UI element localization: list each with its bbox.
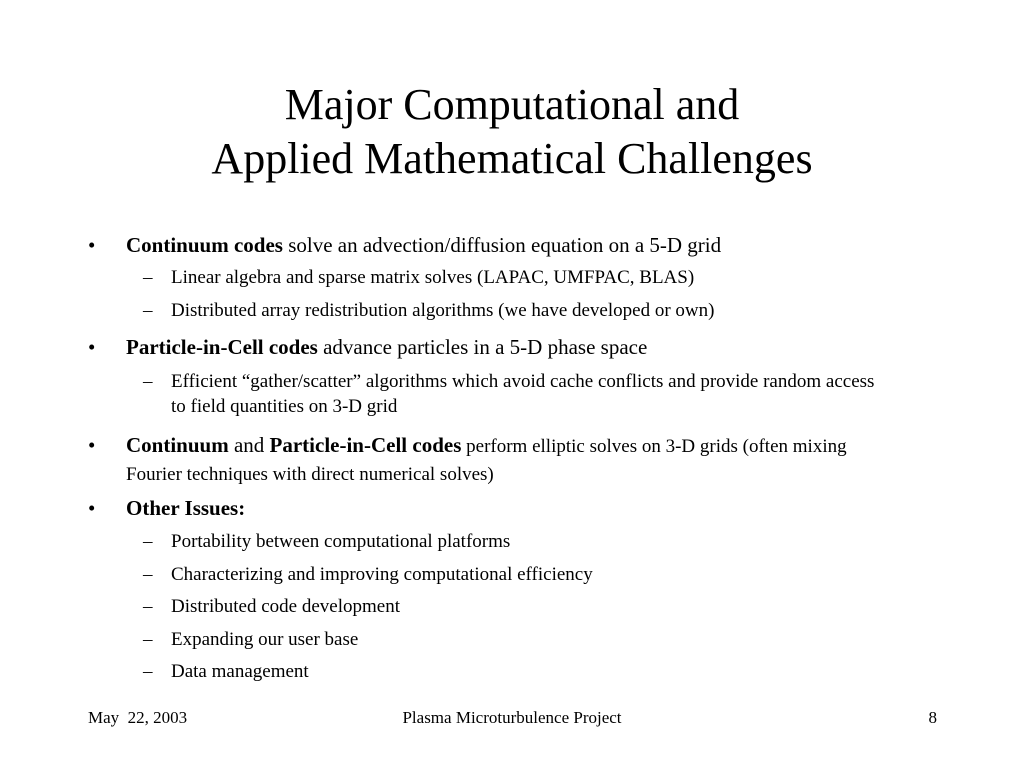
sub-bullet [143, 562, 911, 587]
sub-bullet [143, 627, 911, 652]
bullet-other-issues [88, 495, 926, 521]
bullet-text: solve an advection/diffusion equation on a 5-D grid [282, 233, 722, 257]
title-line-2: Applied Mathematical Challenges [211, 134, 813, 183]
bullet-bold-text: Particle-in-Cell codes [126, 335, 318, 359]
sub-bullet [143, 298, 911, 323]
sub-bullet-text: Distributed code development [171, 596, 400, 617]
bullet-text: perform elliptic solves on 3-D grids (often mixing Fourier techniques with direct numerical solves) [126, 436, 847, 485]
sub-marker: – [143, 371, 153, 392]
bullet-pic-codes [88, 334, 926, 360]
sub-marker: – [143, 661, 153, 682]
bullet-marker: • [88, 496, 96, 520]
bullet-marker: • [88, 335, 96, 359]
sub-bullet-text: Portability between computational platforms [171, 531, 511, 552]
sub-bullet-text: Distributed array redistribution algorithms (we have developed or own) [171, 300, 715, 321]
sub-bullet-text: Expanding our user base [171, 629, 359, 650]
sub-bullet [143, 369, 891, 419]
sub-marker: – [143, 300, 153, 321]
bullet-elliptic-solves [88, 432, 886, 488]
footer-project: Plasma Microturbulence Project [402, 708, 622, 727]
sub-bullet [143, 594, 911, 619]
bullet-text-mid: and [228, 433, 270, 457]
title-line-1: Major Computational and [284, 80, 740, 129]
bullet-bold-text: Continuum codes [126, 233, 283, 257]
sub-marker: – [143, 267, 153, 288]
bullet-marker: • [88, 433, 96, 457]
sub-marker: – [143, 564, 153, 585]
bullet-bold-text-2: Particle-in-Cell codes [269, 433, 462, 457]
sub-bullet-text: Characterizing and improving computational efficiency [171, 564, 593, 585]
slide-title [0, 78, 1024, 186]
footer-page-number: 8 [928, 708, 937, 727]
sub-marker: – [143, 531, 153, 552]
bullet-text: advance particles in a 5-D phase space [317, 335, 648, 359]
bullet-continuum-codes [88, 232, 926, 258]
footer-date: May 22, 2003 [88, 708, 188, 727]
sub-bullet-text: Linear algebra and sparse matrix solves (LAPAC, UMFPAC, BLAS) [171, 267, 695, 288]
sub-bullet [143, 265, 911, 290]
sub-marker: – [143, 596, 153, 617]
bullet-bold-text-1: Continuum [126, 433, 229, 457]
sub-marker: – [143, 629, 153, 650]
sub-bullet [143, 659, 911, 684]
sub-bullet-text: Efficient “gather/scatter” algorithms which avoid cache conflicts and provide random access to field quantities on 3-D grid [171, 371, 875, 417]
bullet-bold-text: Other Issues: [126, 496, 246, 520]
bullet-marker: • [88, 233, 96, 257]
sub-bullet-text: Data management [171, 661, 309, 682]
sub-bullet [143, 529, 911, 554]
